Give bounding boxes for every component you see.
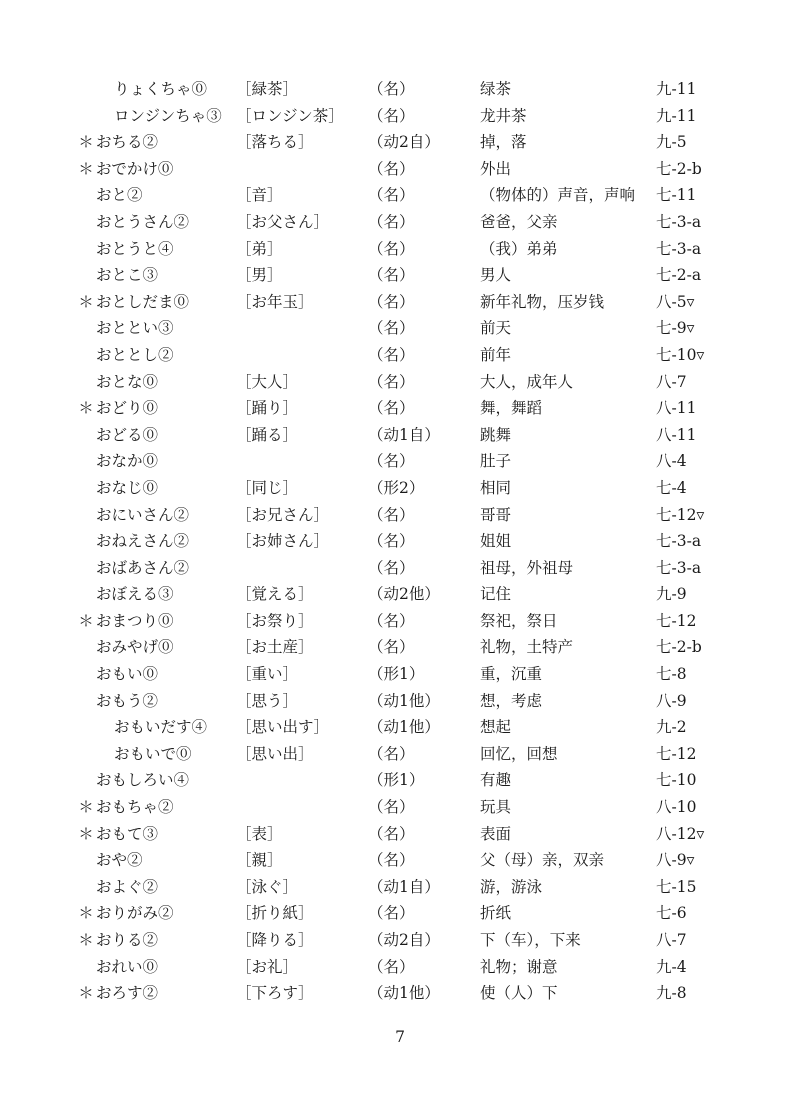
chinese-meaning: 祭祀，祭日	[480, 611, 558, 630]
reading: おねえさん②	[96, 532, 190, 551]
vocab-entry	[0, 661, 800, 688]
reading: おちる②	[96, 133, 159, 152]
lesson-ref: 八-7	[656, 372, 687, 391]
lesson-ref: 七-6	[656, 904, 687, 923]
kanji-form: ［落ちる］	[236, 133, 314, 152]
vocab-entry	[0, 714, 800, 741]
chinese-meaning: 回忆，回想	[480, 744, 558, 763]
part-of-speech: （动1他）	[368, 718, 440, 737]
kanji-form: ［お年玉］	[236, 292, 314, 311]
kanji-form: ［同じ］	[236, 478, 299, 497]
reading: おとうと④	[96, 239, 174, 258]
part-of-speech: （名）	[368, 186, 415, 205]
vocab-entry	[0, 821, 800, 848]
lesson-ref: 七-3-a	[656, 532, 702, 551]
lesson-ref: 九-2	[656, 718, 687, 737]
kanji-form: ［お父さん］	[236, 212, 330, 231]
reading: おみやげ⓪	[96, 638, 174, 657]
part-of-speech: （名）	[368, 372, 415, 391]
kanji-form: ［親］	[236, 851, 283, 870]
part-of-speech: （名）	[368, 904, 415, 923]
part-of-speech: （名）	[368, 239, 415, 258]
part-of-speech: （动1他）	[368, 984, 440, 1003]
vocab-entry	[0, 555, 800, 582]
page-number: 7	[395, 1028, 405, 1046]
part-of-speech: （名）	[368, 345, 415, 364]
chinese-meaning: 礼物，土特产	[480, 638, 574, 657]
vocab-entry	[0, 688, 800, 715]
kanji-form: ［重い］	[236, 665, 299, 684]
reading: おもいだす④	[114, 718, 208, 737]
lesson-ref: 八-11	[656, 399, 697, 418]
chinese-meaning: 玩具	[480, 798, 512, 817]
lesson-ref: 九-11	[656, 80, 697, 98]
kanji-form: ［ロンジン茶］	[236, 106, 344, 125]
lesson-ref: 七-2-a	[656, 266, 702, 285]
part-of-speech: （动1自）	[368, 877, 440, 896]
chinese-meaning: 父（母）亲，双亲	[480, 851, 605, 870]
chinese-meaning: 表面	[480, 824, 512, 843]
part-of-speech: （名）	[368, 80, 415, 98]
asterisk-mark: ＊	[78, 798, 94, 817]
reading: おもしろい④	[96, 771, 190, 790]
part-of-speech: （名）	[368, 638, 415, 657]
reading: おどり⓪	[96, 399, 159, 418]
kanji-form: ［下ろす］	[236, 984, 314, 1003]
chinese-meaning: 重，沉重	[480, 665, 543, 684]
chinese-meaning: 舞，舞蹈	[480, 399, 543, 418]
part-of-speech: （名）	[368, 159, 415, 178]
part-of-speech: （名）	[368, 505, 415, 524]
lesson-ref: 七-3-a	[656, 212, 702, 231]
vocab-entry	[0, 528, 800, 555]
vocab-entry	[0, 315, 800, 342]
chinese-meaning: 祖母，外祖母	[480, 558, 574, 577]
lesson-ref: 七-12	[656, 744, 697, 763]
vocab-entry	[0, 980, 800, 1007]
reading: りょくちゃ⓪	[114, 80, 208, 98]
lesson-ref: 九-4	[656, 957, 687, 976]
chinese-meaning: （我）弟弟	[480, 239, 558, 258]
kanji-form: ［思い出］	[236, 744, 314, 763]
lesson-ref: 八-7	[656, 931, 687, 949]
part-of-speech: （形1）	[368, 665, 425, 684]
lesson-ref: 九-11	[656, 106, 697, 125]
vocab-entry	[0, 422, 800, 449]
kanji-form: ［音］	[236, 186, 283, 205]
reading: おと②	[96, 186, 143, 205]
reading: おりがみ②	[96, 904, 174, 923]
reading: おろす②	[96, 984, 159, 1003]
lesson-ref: 七-4	[656, 478, 687, 497]
reading: おもう②	[96, 691, 159, 710]
reading: おでかけ⓪	[96, 159, 174, 178]
kanji-form: ［思う］	[236, 691, 299, 710]
kanji-form: ［表］	[236, 824, 283, 843]
chinese-meaning: 想起	[480, 718, 512, 737]
reading: おとな⓪	[96, 372, 159, 391]
chinese-meaning: 外出	[480, 159, 512, 178]
reading: おなじ⓪	[96, 478, 159, 497]
chinese-meaning: 肚子	[480, 452, 512, 471]
kanji-form: ［お姉さん］	[236, 532, 330, 551]
lesson-ref: 八-12▿	[656, 824, 705, 843]
lesson-ref: 九-9	[656, 585, 687, 604]
chinese-meaning: 新年礼物，压岁钱	[480, 292, 605, 311]
vocab-entry	[0, 395, 800, 422]
vocab-entry	[0, 103, 800, 130]
kanji-form: ［降りる］	[236, 931, 314, 949]
kanji-form: ［男］	[236, 266, 283, 285]
kanji-form: ［大人］	[236, 372, 299, 391]
part-of-speech: （动2他）	[368, 585, 440, 604]
kanji-form: ［折り紙］	[236, 904, 314, 923]
vocab-entry	[0, 741, 800, 768]
lesson-ref: 八-4	[656, 452, 687, 471]
lesson-ref: 七-12	[656, 611, 697, 630]
chinese-meaning: 相同	[480, 478, 512, 497]
vocab-entry	[0, 874, 800, 901]
vocab-entry	[0, 475, 800, 502]
reading: ロンジンちゃ③	[114, 106, 222, 125]
asterisk-mark: ＊	[78, 133, 94, 152]
lesson-ref: 七-3-a	[656, 558, 702, 577]
reading: おぼえる③	[96, 585, 174, 604]
lesson-ref: 七-12▿	[656, 505, 705, 524]
kanji-form: ［お土産］	[236, 638, 314, 657]
chinese-meaning: 姐姐	[480, 532, 512, 551]
asterisk-mark: ＊	[78, 611, 94, 630]
reading: おまつり⓪	[96, 611, 174, 630]
vocab-entry	[0, 634, 800, 661]
asterisk-mark: ＊	[78, 399, 94, 418]
chinese-meaning: 下（车），下来	[480, 931, 581, 949]
lesson-ref: 七-9▿	[656, 319, 695, 338]
kanji-form: ［お祭り］	[236, 611, 314, 630]
reading: およぐ②	[96, 877, 159, 896]
lesson-ref: 七-11	[656, 186, 697, 205]
chinese-meaning: 前天	[480, 319, 512, 338]
part-of-speech: （名）	[368, 532, 415, 551]
vocab-entry	[0, 608, 800, 635]
vocab-entry	[0, 847, 800, 874]
lesson-ref: 八-11	[656, 425, 697, 444]
kanji-form: ［泳ぐ］	[236, 877, 299, 896]
part-of-speech: （动1他）	[368, 691, 440, 710]
lesson-ref: 九-5	[656, 133, 687, 152]
chinese-meaning: 绿茶	[480, 80, 512, 98]
asterisk-mark: ＊	[78, 292, 94, 311]
vocab-entry	[0, 767, 800, 794]
chinese-meaning: 哥哥	[480, 505, 512, 524]
part-of-speech: （动2自）	[368, 931, 440, 949]
kanji-form: ［踊り］	[236, 399, 299, 418]
part-of-speech: （名）	[368, 106, 415, 125]
reading: おととし②	[96, 345, 174, 364]
reading: おもちゃ②	[96, 798, 174, 817]
lesson-ref: 八-5▿	[656, 292, 695, 311]
reading: おとうさん②	[96, 212, 190, 231]
vocab-entry	[0, 156, 800, 183]
part-of-speech: （名）	[368, 558, 415, 577]
reading: おにいさん②	[96, 505, 190, 524]
chinese-meaning: 爸爸，父亲	[480, 212, 558, 231]
part-of-speech: （名）	[368, 452, 415, 471]
reading: おや②	[96, 851, 143, 870]
chinese-meaning: 使（人）下	[480, 984, 558, 1003]
part-of-speech: （动2自）	[368, 133, 440, 152]
part-of-speech: （名）	[368, 798, 415, 817]
part-of-speech: （形2）	[368, 478, 425, 497]
reading: おれい⓪	[96, 957, 159, 976]
lesson-ref: 七-8	[656, 665, 687, 684]
lesson-ref: 八-9▿	[656, 851, 695, 870]
kanji-form: ［弟］	[236, 239, 283, 258]
vocab-entry	[0, 369, 800, 396]
reading: おどる⓪	[96, 425, 159, 444]
part-of-speech: （名）	[368, 744, 415, 763]
vocab-entry	[0, 342, 800, 369]
vocab-entry	[0, 236, 800, 263]
reading: おととい③	[96, 319, 174, 338]
kanji-form: ［思い出す］	[236, 718, 330, 737]
part-of-speech: （名）	[368, 292, 415, 311]
reading: おりる②	[96, 931, 159, 949]
lesson-ref: 七-2-b	[656, 159, 702, 178]
reading: おもい⓪	[96, 665, 159, 684]
lesson-ref: 七-15	[656, 877, 697, 896]
part-of-speech: （名）	[368, 851, 415, 870]
vocab-entry	[0, 182, 800, 209]
vocab-list	[0, 76, 800, 1007]
reading: おとこ③	[96, 266, 159, 285]
reading: おもいで⓪	[114, 744, 192, 763]
chinese-meaning: 大人，成年人	[480, 372, 574, 391]
chinese-meaning: 跳舞	[480, 425, 512, 444]
asterisk-mark: ＊	[78, 931, 94, 949]
chinese-meaning: 男人	[480, 266, 512, 285]
chinese-meaning: 游，游泳	[480, 877, 543, 896]
part-of-speech: （名）	[368, 824, 415, 843]
asterisk-mark: ＊	[78, 824, 94, 843]
kanji-form: ［踊る］	[236, 425, 299, 444]
asterisk-mark: ＊	[78, 159, 94, 178]
chinese-meaning: 前年	[480, 345, 512, 364]
asterisk-mark: ＊	[78, 984, 94, 1003]
vocab-entry	[0, 581, 800, 608]
vocab-entry	[0, 502, 800, 529]
chinese-meaning: 掉，落	[480, 133, 527, 152]
lesson-ref: 七-3-a	[656, 239, 702, 258]
reading: おなか⓪	[96, 452, 159, 471]
chinese-meaning: 龙井茶	[480, 106, 527, 125]
vocab-entry	[0, 927, 800, 954]
reading: おもて③	[96, 824, 159, 843]
lesson-ref: 八-10	[656, 798, 697, 817]
part-of-speech: （名）	[368, 957, 415, 976]
reading: おばあさん②	[96, 558, 190, 577]
lesson-ref: 七-2-b	[656, 638, 702, 657]
chinese-meaning: 礼物；谢意	[480, 957, 558, 976]
part-of-speech: （动1自）	[368, 425, 440, 444]
chinese-meaning: 记住	[480, 585, 512, 604]
vocab-entry	[0, 129, 800, 156]
part-of-speech: （形1）	[368, 771, 425, 790]
vocab-entry	[0, 448, 800, 475]
part-of-speech: （名）	[368, 212, 415, 231]
reading: おとしだま⓪	[96, 292, 190, 311]
vocab-entry	[0, 289, 800, 316]
lesson-ref: 八-9	[656, 691, 687, 710]
chinese-meaning: 想，考虑	[480, 691, 543, 710]
lesson-ref: 七-10	[656, 771, 697, 790]
part-of-speech: （名）	[368, 319, 415, 338]
lesson-ref: 九-8	[656, 984, 687, 1003]
vocab-entry	[0, 76, 800, 103]
kanji-form: ［お兄さん］	[236, 505, 330, 524]
kanji-form: ［覚える］	[236, 585, 314, 604]
asterisk-mark: ＊	[78, 904, 94, 923]
chinese-meaning: 有趣	[480, 771, 512, 790]
kanji-form: ［緑茶］	[236, 80, 299, 98]
part-of-speech: （名）	[368, 611, 415, 630]
vocab-entry	[0, 900, 800, 927]
vocab-entry	[0, 954, 800, 981]
vocab-entry	[0, 209, 800, 236]
part-of-speech: （名）	[368, 266, 415, 285]
vocab-entry	[0, 794, 800, 821]
lesson-ref: 七-10▿	[656, 345, 705, 364]
part-of-speech: （名）	[368, 399, 415, 418]
chinese-meaning: 折纸	[480, 904, 512, 923]
chinese-meaning: （物体的）声音，声响	[480, 186, 636, 205]
vocab-entry	[0, 262, 800, 289]
kanji-form: ［お礼］	[236, 957, 299, 976]
